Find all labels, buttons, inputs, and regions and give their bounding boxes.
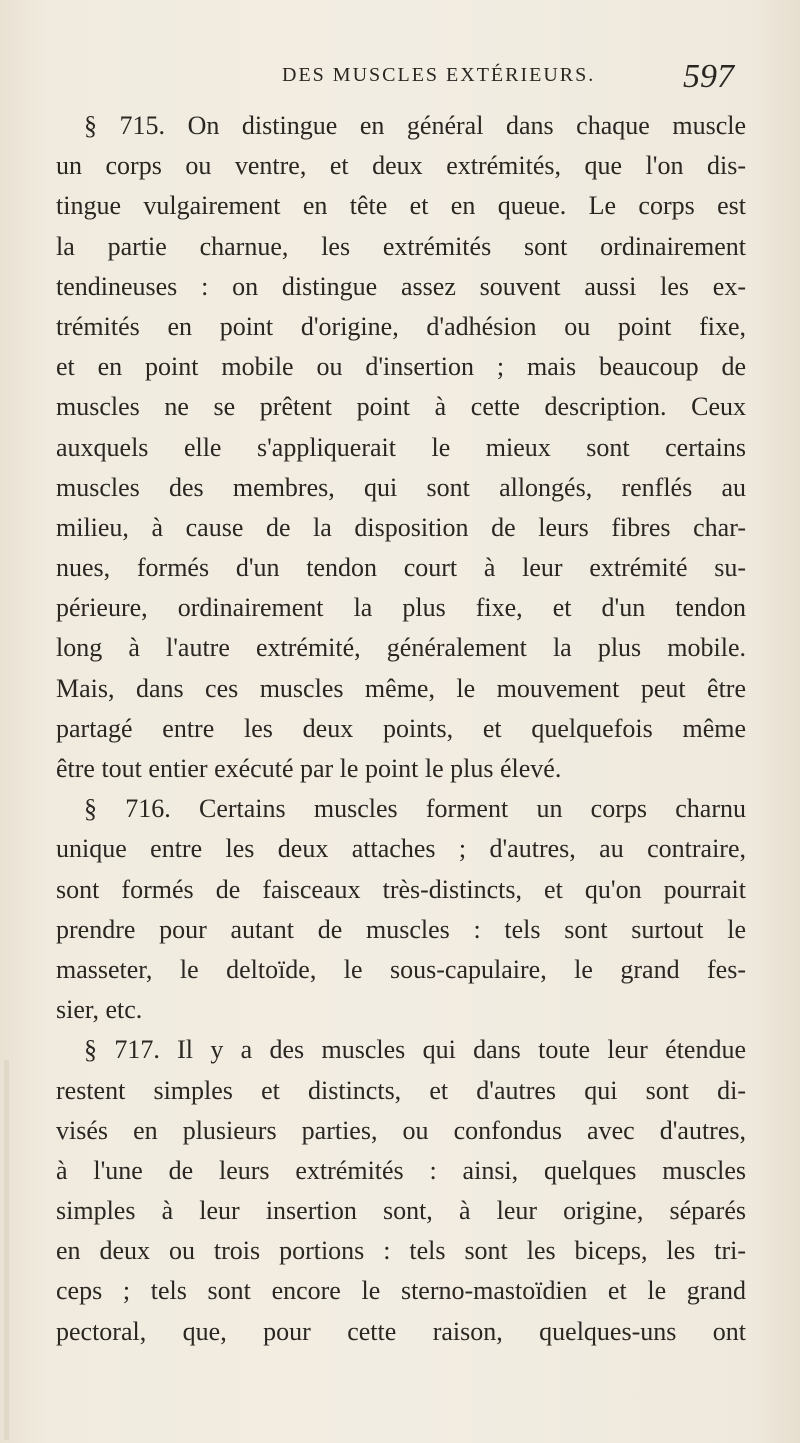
text-line: périeure, ordinairement la plus fixe, et d'un tendon (56, 593, 746, 623)
text-line: muscles ne se prêtent point à cette description. Ceux (56, 392, 746, 422)
text-line: nues, formés d'un tendon court à leur extrémité su- (56, 553, 746, 583)
text-line: un corps ou ventre, et deux extrémités, que l'on dis- (56, 151, 746, 181)
text-line: simples à leur insertion sont, à leur origine, séparés (56, 1196, 746, 1226)
text-line-section-716: § 716. Certains muscles forment un corps charnu (84, 794, 746, 824)
text-line: auxquels elle s'appliquerait le mieux sont certains (56, 432, 746, 462)
text-line: unique entre les deux attaches ; d'autres, au contraire, (56, 834, 746, 864)
text-line: pectoral, que, pour cette raison, quelques-uns ont (56, 1316, 746, 1346)
text-line: sier, etc. (56, 995, 143, 1025)
body-text (56, 106, 746, 1352)
page-header (0, 58, 800, 108)
text-line: sont formés de faisceaux très-distincts, et qu'on pourrait (56, 874, 746, 904)
text-line: tendineuses : on distingue assez souvent aussi les ex- (56, 271, 746, 301)
text-line: à l'une de leurs extrémités : ainsi, quelques muscles (56, 1155, 746, 1185)
text-line-section-717: § 717. Il y a des muscles qui dans toute leur étendue (84, 1035, 746, 1065)
text-line: visés en plusieurs parties, ou confondus avec d'autres, (56, 1115, 746, 1145)
text-line: long à l'autre extrémité, généralement la plus mobile. (56, 633, 746, 663)
text-line: Mais, dans ces muscles même, le mouvement peut être (56, 673, 746, 703)
text-line: en deux ou trois portions : tels sont les biceps, les tri- (56, 1236, 746, 1266)
text-line: la partie charnue, les extrémités sont ordinairement (56, 231, 746, 261)
running-head: DES MUSCLES EXTÉRIEURS. (282, 64, 596, 86)
page-edge-shadow (4, 1060, 9, 1440)
text-line: muscles des membres, qui sont allongés, renflés au (56, 472, 746, 502)
text-line: tingue vulgairement en tête et en queue. Le corps est (56, 191, 746, 221)
text-line: prendre pour autant de muscles : tels sont surtout le (56, 914, 746, 944)
text-line: être tout entier exécuté par le point le plus élevé. (56, 754, 562, 783)
text-line: masseter, le deltoïde, le sous-capulaire, le grand fes- (56, 954, 746, 984)
text-line: partagé entre les deux points, et quelquefois même (56, 713, 746, 743)
text-line: trémités en point d'origine, d'adhésion ou point fixe, (56, 311, 746, 341)
text-line: et en point mobile ou d'insertion ; mais beaucoup de (56, 352, 746, 382)
text-line-section-715: § 715. On distingue en général dans chaque muscle (84, 111, 746, 140)
page-number: 597 (683, 58, 734, 95)
text-line: milieu, à cause de la disposition de leurs fibres char- (56, 512, 746, 542)
text-line: ceps ; tels sont encore le sterno-mastoïdien et le grand (56, 1276, 746, 1306)
text-line: restent simples et distincts, et d'autres qui sont di- (56, 1075, 746, 1105)
